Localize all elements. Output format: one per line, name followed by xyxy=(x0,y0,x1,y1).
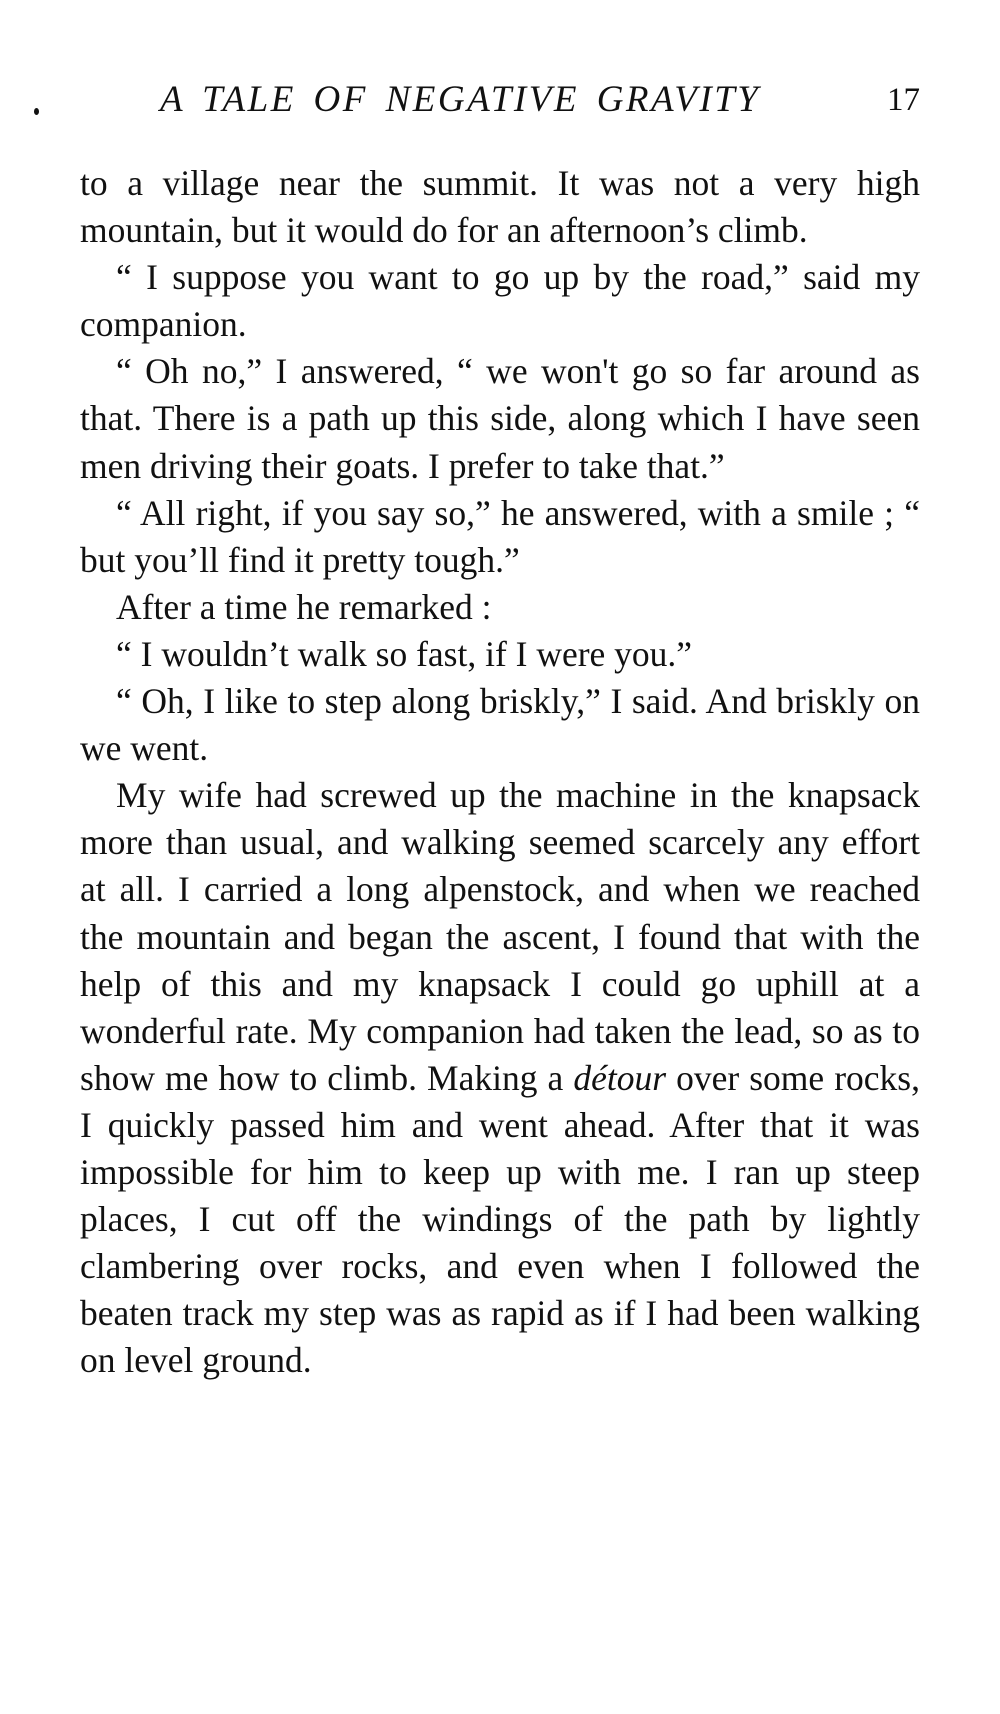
paragraph-5: After a time he remarked : xyxy=(116,586,492,627)
paragraph-8 xyxy=(80,772,920,1384)
paragraph-8-text-before: My wife had screwed up the machine in the knapsack more than usual, and walking seemed scarcely any effort at all. I carried a long alpenstock, and when we reached the mountain and began the ascent, I found that with the help of this and my knapsack I could go uphill at a wonderful rate. My companion had taken the lead, so as to show me how to climb. Making a xyxy=(80,775,920,1098)
paragraph-1: to a village near the summit. It was not a very high mountain, but it would do for an afternoon’s climb. xyxy=(80,163,920,251)
running-title: A TALE OF NEGATIVE GRAVITY xyxy=(160,79,761,120)
paragraph-6: “ I wouldn’t walk so fast, if I were you.” xyxy=(116,633,693,674)
paragraph-7: “ Oh, I like to step along briskly,” I said. And briskly on we went. xyxy=(80,681,920,769)
page-number: 17 xyxy=(887,82,920,118)
paragraph-8-text-after: over some rocks, I quickly passed him and went ahead. After that it was impossible for him to keep up with me. I ran up steep places, I cut off the windings of the path by lightly clambering over rocks, and even when I followed the beaten track my step was as rapid as if I had been walking on level ground. xyxy=(80,1057,920,1381)
running-header xyxy=(80,78,920,138)
paragraph-4: “ All right, if you say so,” he answered, with a smile ; “ but you’ll find it pretty tough.” xyxy=(80,492,920,580)
paragraph-2: “ I suppose you want to go up by the road,” said my companion. xyxy=(80,257,920,345)
italic-word-detour: détour xyxy=(573,1057,667,1098)
margin-speck xyxy=(34,108,39,115)
body-text xyxy=(80,160,920,1384)
paragraph-3: “ Oh no,” I answered, “ we won't go so far around as that. There is a path up this side, along which I have seen men driving their goats. I prefer to take that.” xyxy=(80,351,920,486)
